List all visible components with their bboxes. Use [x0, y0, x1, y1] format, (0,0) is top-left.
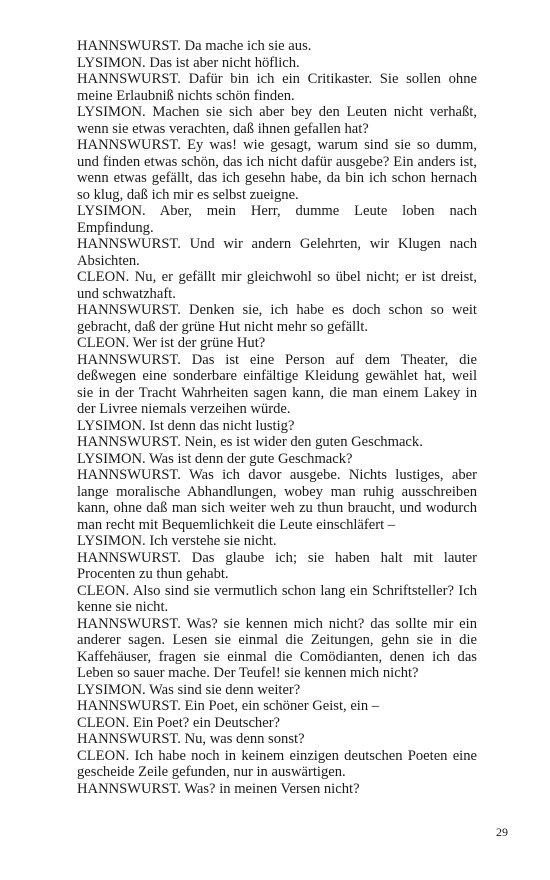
dialogue-line: HANNSWURST. Denken sie, ich habe es doch schon so weit gebracht, daß der grüne Hut nicht mehr so gefällt.: [77, 302, 477, 335]
dialogue-line: CLEON. Ich habe noch in keinem einzigen deutschen Poeten eine gescheide Zeile gefunden, nur in auswärtigen.: [77, 747, 477, 780]
dialogue-line: LYSIMON. Was ist denn der gute Geschmack?: [77, 450, 353, 467]
dialogue-line: HANNSWURST. Das ist eine Person auf dem Theater, die deßwegen eine sonderbare einfältige Kleidung gewählet hat, weil sie in der Tracht Wahrheiten sagen kann, die man einem Lakey in der Livree niemals verzeihen würde.: [77, 351, 477, 417]
dialogue-line: HANNSWURST. Und wir andern Gelehrten, wir Klugen nach Absichten.: [77, 236, 477, 269]
dialogue-line: HANNSWURST. Ey was! wie gesagt, warum sind sie so dumm, und finden etwas schön, das ich nicht dafür ausgebe? Ein anders ist, wenn etwas gefällt, das ich gesehn habe, da bin ich schon hernach so klug, daß ich mir es selbst zueigne.: [77, 137, 477, 203]
dialogue-line: HANNSWURST. Was? in meinen Versen nicht?: [77, 780, 360, 797]
dialogue-line: HANNSWURST. Was? sie kennen mich nicht? das sollte mir ein anderer sagen. Lesen sie einmal die Zeitungen, gehn sie in die Kaffehäuser, fragen sie einmal die Comödianten, denen ich das Leben so sauer mache. Der Teufel! sie kennen mich nicht?: [77, 615, 477, 681]
dialogue-line: HANNSWURST. Da mache ich sie aus.: [77, 38, 312, 54]
dialogue-line: LYSIMON. Aber, mein Herr, dumme Leute loben nach Empfindung.: [77, 203, 477, 236]
dialogue-line: HANNSWURST. Was ich davor ausgebe. Nichts lustiges, aber lange moralische Abhandlungen, wobey man ruhig ausschreiben kann, ohne daß man sich weiter weh zu thun braucht, und wodurch man recht mit Bequemlichkeit die Leute einschläfert –: [77, 467, 477, 533]
dialogue-line: LYSIMON. Ich verstehe sie nicht.: [77, 533, 277, 549]
dialogue-line: CLEON. Nu, er gefällt mir gleichwohl so übel nicht; er ist dreist, und schwatzhaft.: [77, 269, 477, 302]
page-number: 29: [496, 825, 508, 839]
dialogue-line: HANNSWURST. Dafür bin ich ein Critikaster. Sie sollen ohne meine Erlaubniß nichts schön finden.: [77, 71, 477, 104]
page-body: [77, 38, 477, 797]
dialogue-line: CLEON. Wer ist der grüne Hut?: [77, 335, 266, 351]
dialogue-line: HANNSWURST. Ein Poet, ein schöner Geist, ein –: [77, 698, 380, 714]
dialogue-line: LYSIMON. Ist denn das nicht lustig?: [77, 417, 295, 434]
dialogue-line: HANNSWURST. Das glaube ich; sie haben halt mit lauter Procenten zu thun gehabt.: [77, 549, 477, 582]
dialogue-line: LYSIMON. Was sind sie denn weiter?: [77, 681, 301, 698]
dialogue-line: LYSIMON. Machen sie sich aber bey den Leuten nicht verhaßt, wenn sie etwas verachten, daß ihnen gefallen hat?: [77, 104, 477, 137]
dialogue-line: CLEON. Ein Poet? ein Deutscher?: [77, 714, 281, 731]
dialogue-line: CLEON. Also sind sie vermutlich schon lang ein Schriftsteller? Ich kenne sie nicht.: [77, 582, 477, 615]
dialogue-line: LYSIMON. Das ist aber nicht höflich.: [77, 54, 300, 71]
dialogue-line: HANNSWURST. Nein, es ist wider den guten Geschmack.: [77, 434, 423, 450]
dialogue-line: HANNSWURST. Nu, was denn sonst?: [77, 731, 305, 747]
